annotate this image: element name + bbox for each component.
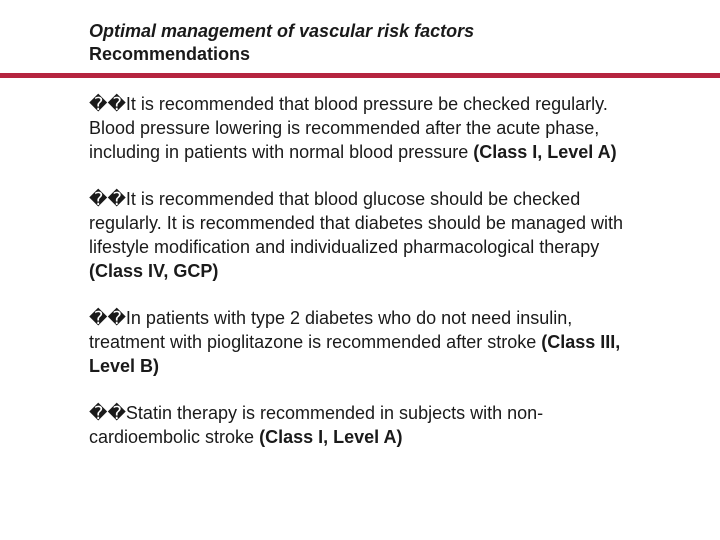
recommendation-text: In patients with type 2 diabetes who do not need insulin, treatment with pioglitazone is recommended after stroke [89, 308, 573, 352]
recommendation-item [89, 306, 649, 378]
bullet-glyph: �� [89, 308, 126, 328]
recommendation-text: Statin therapy is recommended in subjects with non-cardioembolic stroke [89, 403, 544, 447]
recommendation-item [89, 187, 649, 283]
recommendation-text: It is recommended that blood glucose should be checked regularly. It is recommended that diabetes should be managed with lifestyle modification and individualized pharmacological therapy [89, 189, 623, 257]
recommendation-item [89, 92, 649, 164]
slide-title: Optimal management of vascular risk factors [89, 21, 475, 41]
class-level-label: (Class I, Level A) [473, 142, 617, 162]
bullet-glyph: �� [89, 94, 126, 114]
slide-subtitle: Recommendations [89, 44, 251, 64]
header-divider [0, 73, 720, 78]
bullet-glyph: �� [89, 403, 126, 423]
recommendation-list [89, 92, 649, 472]
class-level-label: (Class III, Level B) [89, 332, 621, 376]
slide-header [89, 20, 689, 66]
class-level-label: (Class IV, GCP) [89, 261, 219, 281]
recommendation-item [89, 401, 649, 449]
bullet-glyph: �� [89, 189, 126, 209]
class-level-label: (Class I, Level A) [259, 427, 403, 447]
recommendation-text: It is recommended that blood pressure be checked regularly. Blood pressure lowering is recommended after the acute phase, including in patients with normal blood pressure [89, 94, 608, 162]
